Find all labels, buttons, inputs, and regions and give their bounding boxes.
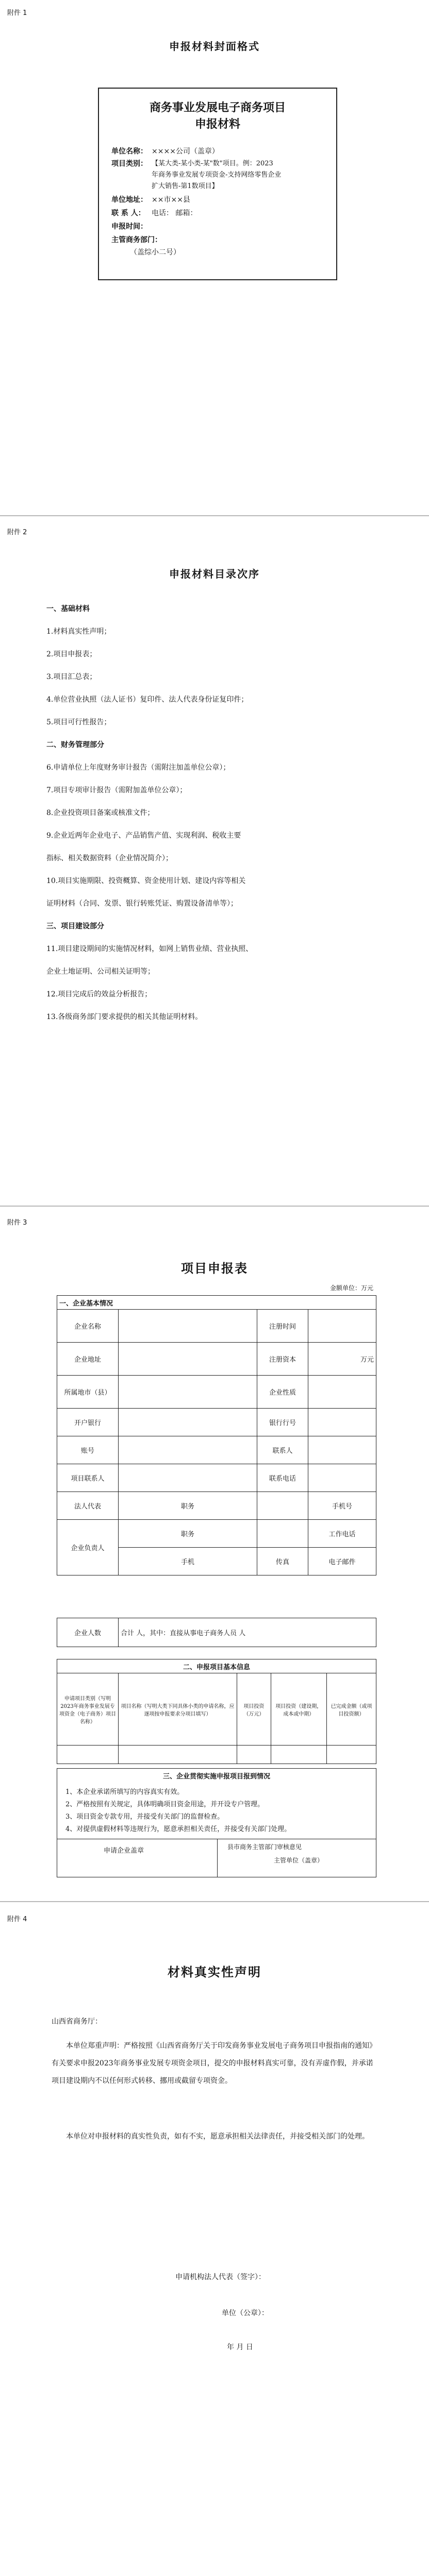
cell: 企业人数 — [57, 1618, 119, 1647]
seal-label: 单位（公章）： — [222, 2309, 269, 2317]
annex-label: 附件 4 — [7, 1916, 27, 1923]
input-cell[interactable] — [119, 1310, 257, 1343]
cell: 万元 — [308, 1343, 376, 1376]
sign-label: 主管单位（盖章） — [274, 1857, 324, 1864]
cell: 手机号 — [308, 1492, 376, 1520]
page-separator — [0, 1901, 429, 1902]
cover-row-label: 联 系 人： — [111, 209, 145, 217]
application-table-2 — [57, 1618, 376, 1647]
list-item: 6.申请单位上年度财务审计报告（需附注加盖单位公章）； — [46, 764, 230, 772]
cell: 银行行号 — [257, 1409, 308, 1436]
input-cell[interactable] — [308, 1436, 376, 1464]
cell: 注册资本 — [257, 1343, 308, 1376]
section-heading: 三、项目建设部分 — [46, 922, 104, 930]
input-cell[interactable] — [119, 1409, 257, 1436]
cover-row-label: 单位地址： — [111, 196, 147, 204]
list-item: 13.各级商务部门要求提供的相关其他证明材料。 — [46, 1013, 203, 1021]
catalog-list — [46, 598, 382, 1028]
input-cell[interactable] — [119, 1745, 237, 1764]
annex-label: 附件 1 — [7, 9, 27, 17]
page-title: 申报材料封面格式 — [169, 40, 260, 53]
input-cell[interactable] — [308, 1310, 376, 1343]
cover-subtitle: 申报材料 — [194, 117, 240, 131]
cover-box — [98, 88, 337, 280]
cover-row-label: 项目类别： — [111, 160, 147, 168]
cover-row-label: 申报时间： — [111, 223, 147, 231]
unit-note: 金额单位：万元 — [330, 1284, 374, 1292]
input-cell[interactable] — [308, 1409, 376, 1436]
cell: 电子邮件 — [308, 1548, 376, 1575]
input-cell[interactable] — [308, 1376, 376, 1409]
salutation: 山西省商务厅： — [52, 2018, 102, 2026]
cover-row-label: 主管商务部门： — [111, 236, 162, 244]
sign-label: 县市商务主管部门审核意见 — [227, 1843, 302, 1851]
commitment-item: 2、严格按照有关规定，具体明确项目资金用途，并开设专户管理。 — [65, 1801, 265, 1808]
cell: 传真 — [257, 1548, 308, 1575]
list-item: 11.项目建设期间的实施情况材料，如网上销售业绩、营业执照、 — [46, 945, 253, 953]
page-1 — [0, 0, 429, 515]
list-item: 12.项目完成后的效益分析报告； — [46, 990, 152, 998]
list-item: 1.材料真实性声明； — [46, 628, 111, 636]
page-title: 项目申报表 — [181, 1261, 248, 1276]
cover-row-label: 单位名称： — [111, 147, 147, 156]
cell: 开户银行 — [57, 1409, 119, 1436]
header-cell: 项目名称（写明大类下同具体小类的申请名称，应逐项按申报要求分项目填写） — [119, 1673, 237, 1745]
declaration-paragraph: 本单位对申报材料的真实性负责，如有不实，愿意承担相关法律责任，并接受相关部门的处理。 — [66, 2132, 369, 2141]
cover-title: 商务事业发展电子商务项目 — [149, 101, 286, 114]
input-cell[interactable] — [237, 1745, 271, 1764]
annex-label: 附件 2 — [7, 529, 27, 536]
page-separator — [0, 1206, 429, 1207]
cell: 工作电话 — [308, 1520, 376, 1548]
date-line: 年 月 日 — [227, 2343, 253, 2351]
cell: 注册时间 — [257, 1310, 308, 1343]
list-item: 指标、相关数据资料（企业情况简介）； — [46, 854, 173, 862]
cell: 项目联系人 — [57, 1464, 119, 1492]
header-cell: 项目投资（万元） — [237, 1673, 271, 1745]
signature-label: 申请机构法人代表（签字）： — [175, 2273, 266, 2281]
list-item: 3.项目汇总表； — [46, 673, 97, 681]
commitment-item: 4、对提供虚假材料等违规行为，愿意承担相关责任，并接受有关部门处理。 — [65, 1825, 291, 1833]
header-cell: 项目投资（建设期，成本或中期） — [271, 1673, 326, 1745]
page-title: 申报材料目录次序 — [169, 568, 260, 580]
list-item: 企业土地证明、公司相关证明等； — [46, 968, 155, 976]
cell: 手机 — [119, 1548, 257, 1575]
cell: 账号 — [57, 1436, 119, 1464]
section-heading: 二、申报项目基本信息 — [57, 1659, 376, 1673]
cell: 企业地址 — [57, 1343, 119, 1376]
annex-label: 附件 3 — [7, 1219, 27, 1227]
cell: 法人代表 — [57, 1492, 119, 1520]
divider — [217, 1839, 218, 1877]
page-separator — [0, 515, 429, 516]
cover-row-value: ××××公司（盖章） — [152, 147, 219, 156]
input-cell[interactable] — [119, 1464, 257, 1492]
section-heading: 一、企业基本情况 — [57, 1296, 376, 1310]
cell: 职务 — [119, 1492, 257, 1520]
list-item: 7.项目专项审计报告（需附加盖单位公章）； — [46, 786, 187, 794]
list-item: 证明材料（合同、发票、银行转账凭证、购置设备清单等）； — [46, 900, 238, 908]
input-cell[interactable] — [271, 1745, 326, 1764]
section-heading: 二、财务管理部分 — [46, 741, 104, 749]
commitment-item: 1、本企业承诺所填写的内容真实有效。 — [65, 1788, 184, 1796]
input-cell[interactable] — [119, 1343, 257, 1376]
project-info-table — [57, 1659, 376, 1764]
page-3 — [0, 1211, 429, 1896]
cell: 职务 — [119, 1520, 257, 1548]
page-2 — [0, 520, 429, 1200]
input-cell[interactable] — [257, 1492, 308, 1520]
cell: 企业性质 — [257, 1376, 308, 1409]
section-heading: 一、基础材料 — [46, 605, 90, 613]
cell: 企业名称 — [57, 1310, 119, 1343]
cover-row-value: 电话： 邮箱： — [152, 209, 197, 217]
input-cell[interactable] — [326, 1745, 376, 1764]
cell: 联系人 — [257, 1436, 308, 1464]
input-cell[interactable] — [119, 1376, 257, 1409]
cover-row-value: ××市××县 — [152, 196, 190, 204]
input-cell[interactable] — [119, 1436, 257, 1464]
list-item: 9.企业近两年企业电子、产品销售产值、实现利润、税收主要 — [46, 832, 241, 840]
cell: 联系电话 — [257, 1464, 308, 1492]
list-item: 4.单位营业执照（法人证书）复印件、法人代表身份证复印件； — [46, 696, 249, 704]
input-cell[interactable] — [257, 1520, 308, 1548]
cover-row-value: 【某大类-某小类-某"数"项目。例：2023 — [152, 160, 273, 167]
header-cell: 已完成金额（或项目投资额） — [326, 1673, 376, 1745]
input-cell[interactable] — [308, 1464, 376, 1492]
cell: 所属地市（县） — [57, 1376, 119, 1409]
application-table — [57, 1295, 376, 1575]
list-item: 5.项目可行性报告； — [46, 718, 111, 726]
commitment-item: 3、项目资金专款专用，并接受有关部门的监督检查。 — [65, 1813, 224, 1821]
cell: 企业负责人 — [57, 1520, 119, 1575]
list-item: 8.企业投资项目备案或核准文件； — [46, 809, 155, 817]
input-cell[interactable] — [57, 1745, 119, 1764]
commitment-box — [57, 1768, 376, 1877]
cell: 合计 人，其中：直接从事电子商务人员 人 — [119, 1618, 376, 1647]
page-title: 材料真实性声明 — [168, 1964, 261, 1979]
section-heading: 三、企业贯彻实施申报项目报到情况 — [162, 1773, 270, 1781]
list-item: 2.项目申报表； — [46, 650, 97, 658]
header-cell: 申请项目类别（写明2023年商务事业发展专项资金（电子商务）项目名称） — [57, 1673, 119, 1745]
list-item: 10.项目实施期限、投资概算、资金使用计划、建设内容等相关 — [46, 877, 246, 885]
cover-row-value: 扩大销售-第1数项目】 — [152, 182, 219, 190]
cover-row-value: 年商务事业发展专项资金-支持网络零售企业 — [152, 171, 282, 179]
cover-row-value: （盖综小二号） — [130, 248, 180, 257]
declaration-paragraph: 本单位郑重声明：严格按照《山西省商务厅关于印发商务事业发展电子商务项目申报指南的通知》有关要求申报2023年商务事业发展专项资金项目，提交的申报材料真实可靠，没有弄虚作假，并承诺项目建设期内不以任何形式转移、挪用或截留专项资金。 — [52, 2042, 376, 2085]
page-4 — [0, 1906, 429, 2576]
sign-label: 申请企业盖章 — [104, 1847, 144, 1855]
